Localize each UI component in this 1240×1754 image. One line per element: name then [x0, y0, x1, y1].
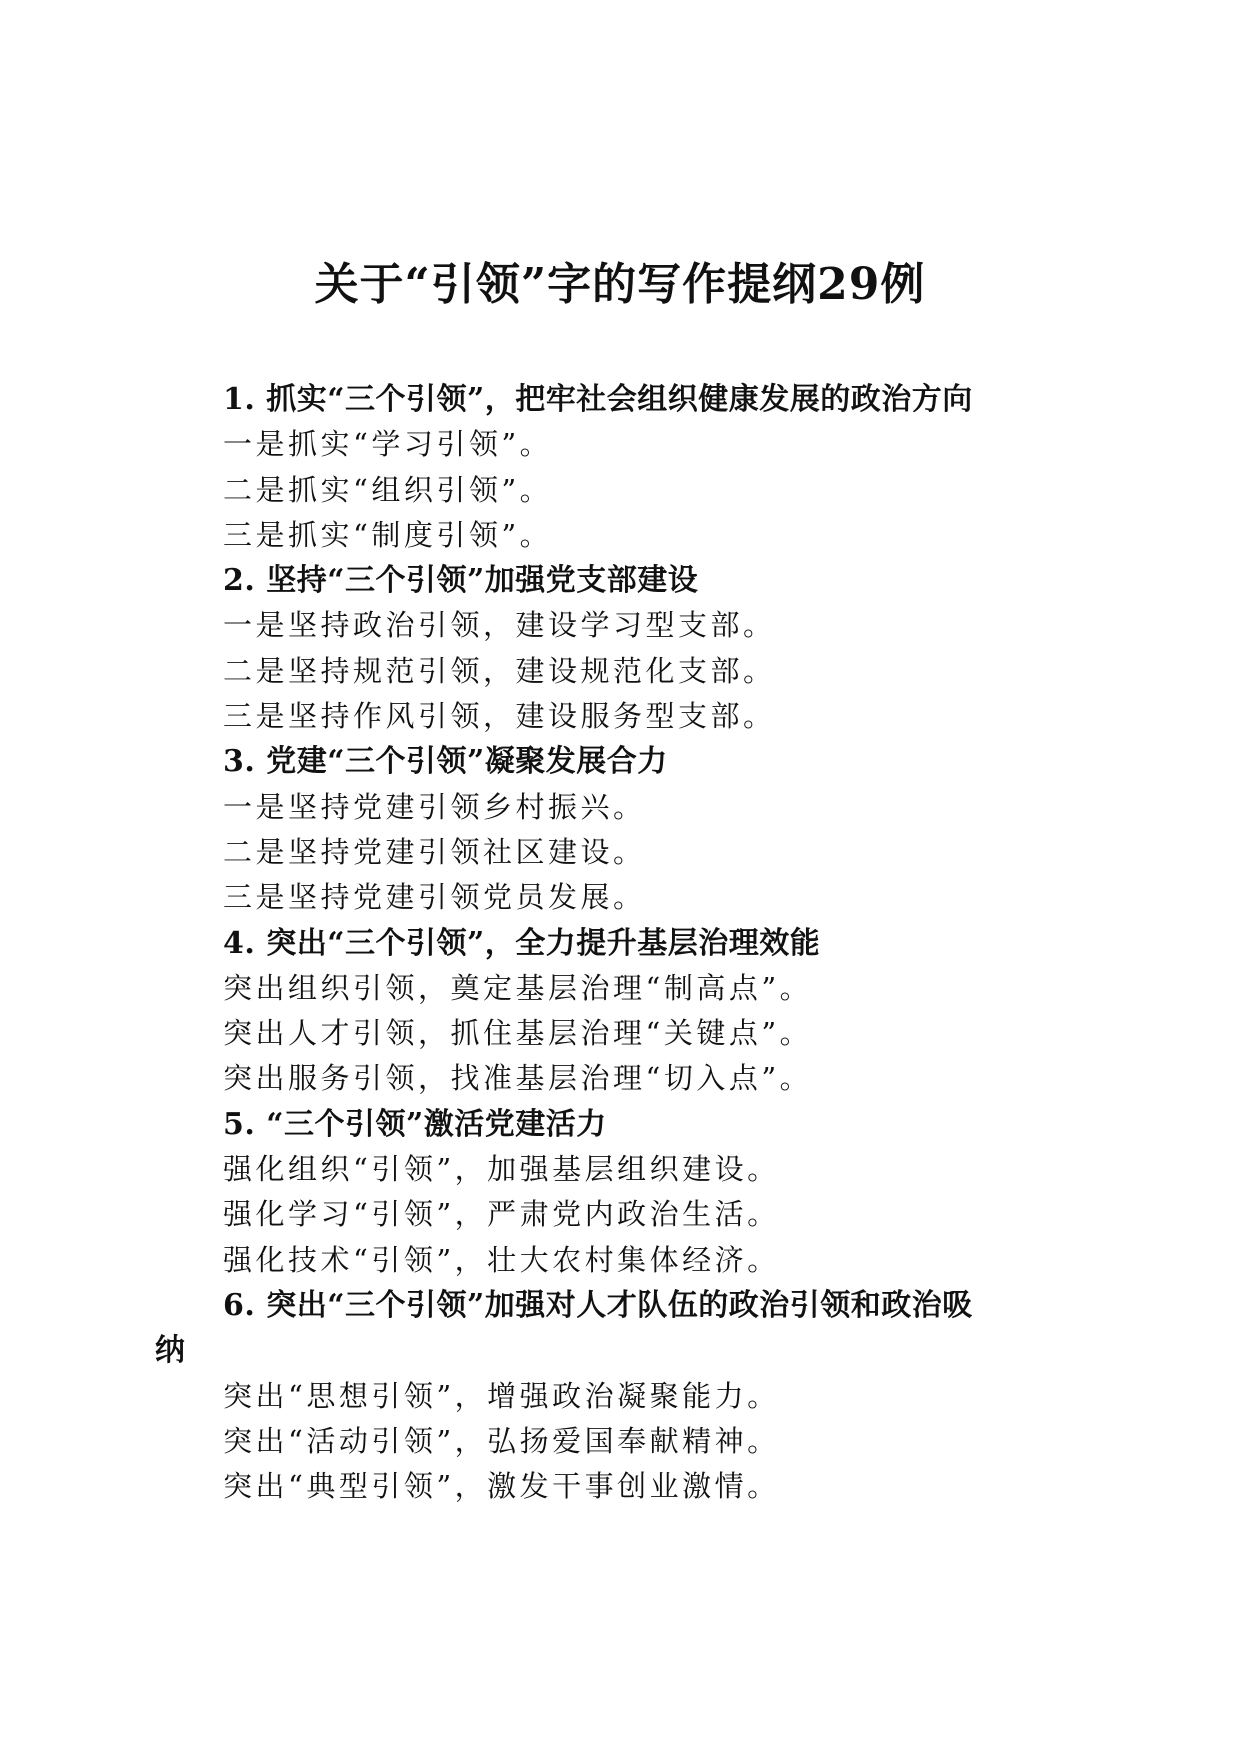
section-item: 强化组织“引领”，加强基层组织建设。 [223, 1152, 780, 1187]
section-item: 突出“典型引领”，激发干事创业激情。 [223, 1469, 780, 1504]
section-item: 三是坚持党建引领党员发展。 [223, 880, 646, 915]
section-item: 突出人才引领，抓住基层治理“关键点”。 [223, 1016, 813, 1051]
section-3 [155, 739, 1085, 920]
section-heading: 4. 突出“三个引领”，全力提升基层治理效能 [223, 925, 821, 961]
section-heading: 1. 抓实“三个引领”，把牢社会组织健康发展的政治方向 [223, 382, 973, 417]
section-item: 突出“思想引领”，增强政治凝聚能力。 [223, 1378, 780, 1413]
section-item: 突出组织引领，奠定基层治理“制高点”。 [223, 970, 813, 1005]
section-item: 突出服务引领，找准基层治理“切入点”。 [223, 1061, 813, 1096]
section-heading-line2: 纳 [155, 1333, 186, 1369]
section-4 [155, 921, 1085, 1102]
section-item: 三是抓实“制度引领”。 [223, 517, 553, 552]
section-item: 一是坚持政治引领，建设学习型支部。 [223, 608, 776, 643]
section-item: 三是坚持作风引领，建设服务型支部。 [223, 699, 776, 734]
document-title: 关于“引领”字的写作提纲29例 [314, 259, 926, 310]
section-item: 二是抓实“组织引领”。 [223, 472, 553, 507]
section-5 [155, 1102, 1085, 1283]
section-heading: 2. 坚持“三个引领”加强党支部建设 [223, 563, 699, 599]
section-heading: 5. “三个引领”激活党建活力 [223, 1106, 607, 1142]
section-2 [155, 558, 1085, 739]
section-item: 突出“活动引领”，弘扬爱国奉献精神。 [223, 1423, 780, 1458]
section-heading: 3. 党建“三个引领”凝聚发展合力 [223, 744, 668, 780]
section-6 [155, 1283, 1085, 1509]
section-heading-line1: 6. 突出“三个引领”加强对人才队伍的政治引领和政治吸 [223, 1287, 973, 1323]
section-item: 一是抓实“学习引领”。 [223, 427, 553, 462]
section-item: 强化学习“引领”，严肃党内政治生活。 [223, 1197, 780, 1232]
document-body [155, 377, 1085, 1509]
section-item: 二是坚持规范引领，建设规范化支部。 [223, 653, 776, 688]
section-item: 一是坚持党建引领乡村振兴。 [223, 789, 646, 824]
section-item: 二是坚持党建引领社区建设。 [223, 834, 646, 869]
section-heading [155, 1283, 1085, 1374]
section-1 [155, 377, 1085, 558]
section-item: 强化技术“引领”，壮大农村集体经济。 [223, 1242, 780, 1277]
